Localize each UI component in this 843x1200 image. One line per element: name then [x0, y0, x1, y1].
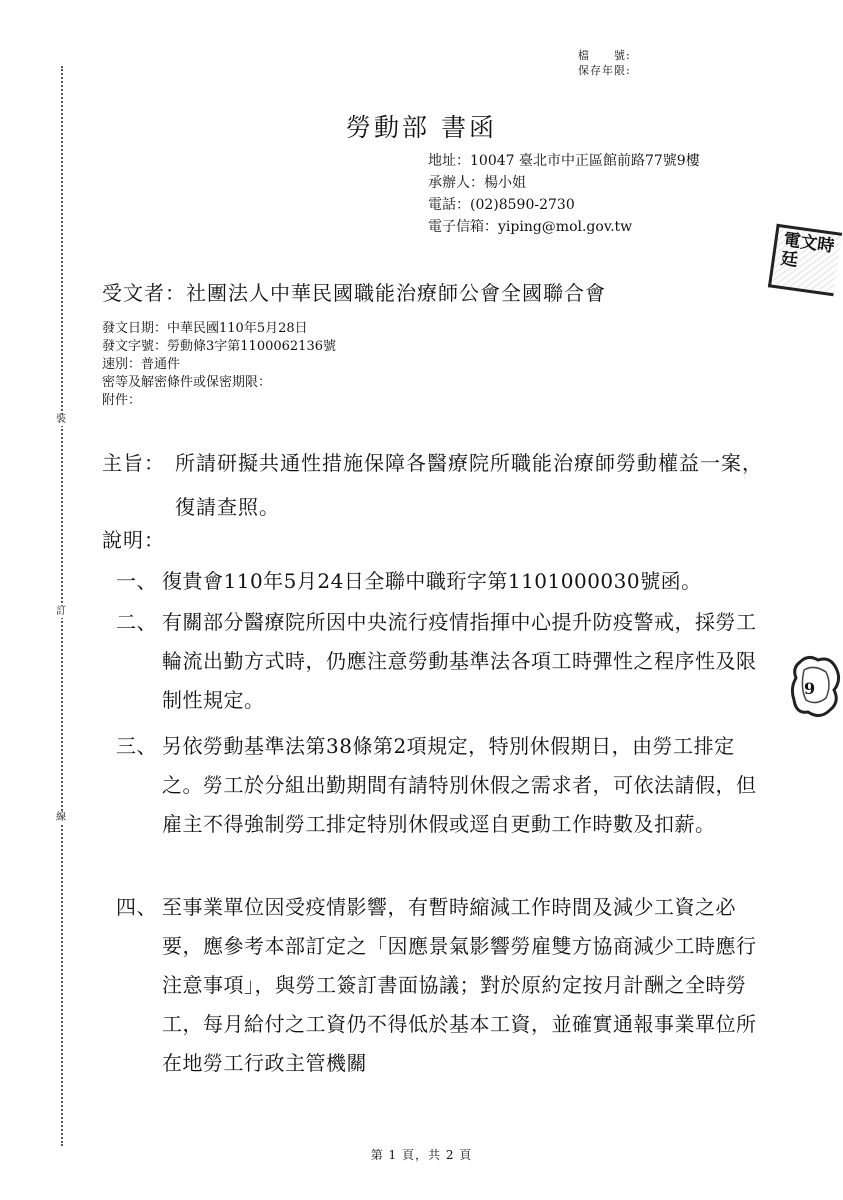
secrecy-level: 密等及解密條件或保密期限： — [102, 375, 272, 390]
item-number: 二、 — [116, 610, 157, 634]
item-number: 四、 — [116, 895, 157, 919]
sender-info — [428, 150, 748, 238]
item-text: 有關部分醫療院所因中央流行疫情指揮中心提升防疫警戒，採勞工輪流出勤方式時，仍應注意勞動基準法各項工時彈性之程序性及限制性規定。 — [162, 610, 757, 712]
subject-label: 主旨： — [102, 451, 165, 475]
delivery-speed: 速別：普通件 — [102, 357, 181, 372]
sender-contact: 承辦人：楊小姐 — [428, 175, 526, 191]
binding-mark-staple: 訂 — [56, 606, 66, 617]
seal-stamp — [790, 654, 842, 720]
receipt-stamp-text: 電文時廷 — [779, 229, 836, 271]
binding-mark-bind: 裝 — [56, 414, 66, 425]
explanation-label: 說明： — [102, 528, 165, 552]
item-number: 三、 — [116, 734, 157, 758]
page-footer: 第 1 頁，共 2 頁 — [370, 1148, 473, 1162]
sender-phone: 電話：(02)8590-2730 — [428, 197, 575, 213]
document-meta — [102, 320, 336, 410]
recipient: 受文者：社團法人中華民國職能治療師公會全國聯合會 — [102, 281, 606, 305]
document-number: 發文字號：勞動條3字第1100062136號 — [102, 339, 336, 354]
seal-stamp-shape — [790, 654, 842, 720]
seal-number: 9 — [804, 679, 816, 698]
sender-address: 地址：10047 臺北市中正區館前路77號9樓 — [428, 153, 700, 169]
item-text: 復貴會110年5月24日全聯中職珩字第1101000030號函。 — [162, 569, 702, 593]
sender-email: 電子信箱：yiping@mol.gov.tw — [428, 219, 633, 235]
retention-label: 保存年限: — [578, 64, 631, 77]
issue-date: 發文日期：中華民國110年5月28日 — [102, 321, 308, 336]
subject-text: 所請研擬共通性措施保障各醫療院所職能治療師勞動權益一案，復請查照。 — [175, 451, 763, 519]
item-text: 至事業單位因受疫情影響，有暫時縮減工作時間及減少工資之必要，應參考本部訂定之「因應景氣影響勞雇雙方協商減少工時應行注意事項」，與勞工簽訂書面協議；對於原約定按月計酬之全時勞工，每月給付之工資仍不得低於基本工資，並確實通報事業單位所在地勞工行政主管機關 — [162, 895, 757, 1075]
file-number-label: 檔 號: — [578, 49, 631, 62]
receipt-stamp — [768, 224, 842, 297]
item-text: 另依勞動基準法第38條第2項規定，特別休假期日，由勞工排定之。勞工於分組出勤期間有請特別休假之需求者，可依法請假，但雇主不得強制勞工排定特別休假或逕自更動工作時數及扣薪。 — [162, 734, 757, 836]
file-info — [578, 48, 631, 78]
document-title: 勞動部 書函 — [346, 113, 497, 142]
binding-mark-line: 線 — [56, 812, 66, 823]
item-number: 一、 — [116, 569, 157, 593]
attachments: 附件： — [102, 393, 142, 408]
